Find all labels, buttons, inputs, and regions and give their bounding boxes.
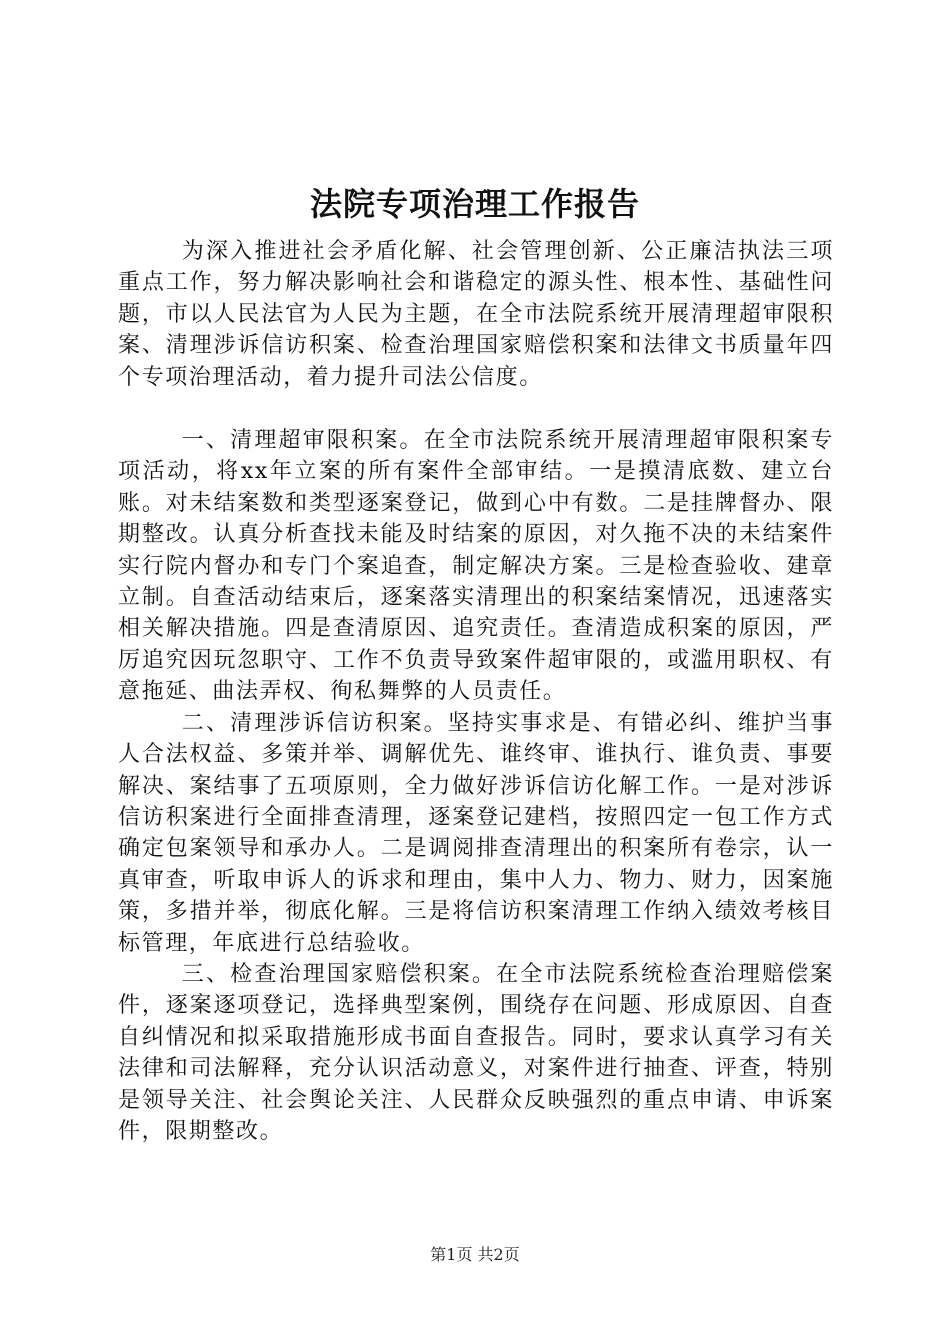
section-1-paragraph: 一、清理超审限积案。在全市法院系统开展清理超审限积案专项活动，将xx年立案的所有案件全部审结。一是摸清底数、建立台账。对未结案数和类型逐案登记，做到心中有数。二是挂牌督办、限期整改。认真分析查找未能及时结案的原因，对久拖不决的未结案件实行院内督办和专门个案追查，制定解决方案。三是检查验收、建章立制。自查活动结束后，逐案落实清理出的积案结案情况，迅速落实相关解决措施。四是查清原因、追究责任。查清造成积案的原因，严厉追究因玩忽职守、工作不负责导致案件超审限的，或滥用职权、有意拖延、曲法弄权、徇私舞弊的人员责任。	[118, 428, 834, 705]
document-title: 法院专项治理工作报告	[309, 185, 640, 223]
intro-paragraph: 为深入推进社会矛盾化解、社会管理创新、公正廉洁执法三项重点工作，努力解决影响社会和谐稳定的源头性、根本性、基础性问题，市以人民法官为人民为主题，在全市法院系统开展清理超审限积案、清理涉诉信访积案、检查治理国家赔偿积案和法律文书质量年四个专项治理活动，着力提升司法公信度。	[118, 239, 834, 390]
section-3-paragraph: 三、检查治理国家赔偿积案。在全市法院系统检查治理赔偿案件，逐案逐项登记，选择典型案例，围绕存在问题、形成原因、自查自纠情况和拟采取措施形成书面自查报告。同时，要求认真学习有关法律和司法解释，充分认识活动意义，对案件进行抽查、评查，特别是领导关注、社会舆论关注、人民群众反映强烈的重点申请、申诉案件，限期整改。	[118, 961, 834, 1144]
section-2-paragraph: 二、清理涉诉信访积案。坚持实事求是、有错必纠、维护当事人合法权益、多策并举、调解优先、谁终审、谁执行、谁负责、事要解决、案结事了五项原则，全力做好涉诉信访化解工作。一是对涉诉信访积案进行全面排查清理，逐案登记建档，按照四定一包工作方式确定包案领导和承办人。二是调阅排查清理出的积案所有卷宗，认一真审查，听取申诉人的诉求和理由，集中人力、物力、财力，因案施策，多措并举，彻底化解。三是将信访积案清理工作纳入绩效考核目标管理，年底进行总结验收。	[118, 710, 834, 956]
document-body	[118, 236, 834, 1147]
page-number-footer: 第1页 共2页	[430, 1245, 520, 1264]
